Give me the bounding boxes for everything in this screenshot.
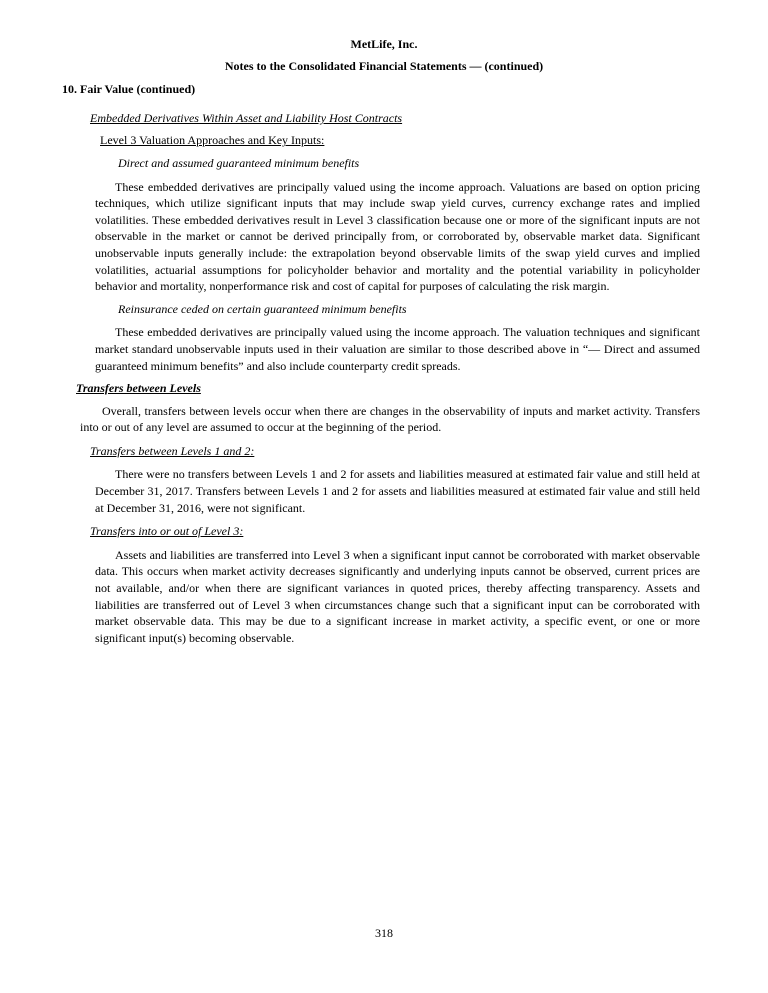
page-number: 318: [375, 926, 393, 940]
paragraph-transfers-levels-1-2: There were no transfers between Levels 1 and 2 for assets and liabilities measured at estimated fair value and still held at December 31, 2017. Transfers between Levels 1 and 2 for assets and liabilities measured at estimated fair value and still held at December 31, 2016, were not significant.: [95, 467, 700, 515]
paragraph-transfers-overview: Overall, transfers between levels occur when there are changes in the observability of inputs and market activity. Transfers into or out of any level are assumed to occur at the beginning of the period.: [80, 403, 700, 435]
heading-transfers-level-3: Transfers into or out of Level 3:: [90, 524, 244, 539]
document-subtitle: Notes to the Consolidated Financial Statements — (continued): [224, 58, 544, 73]
heading-transfers-between-levels: Transfers between Levels: [76, 381, 201, 396]
paragraph-transfers-level-3: Assets and liabilities are transferred into Level 3 when a significant input cannot be corroborated with market observable data. This occurs when market activity decreases significantly and underlying inputs cannot be observed, current prices are not available, and/or when there are significant variances in quoted prices, thereby affecting transparency. Assets and liabilities are transferred out of Level 3 when circumstances change such that a significant input can be corroborated with market observable data. This may be due to a significant increase in market activity, a specific event, or one or more significant input(s) becoming observable.: [95, 547, 700, 645]
heading-transfers-levels-1-2: Transfers between Levels 1 and 2:: [90, 443, 255, 458]
paragraph-reinsurance-ceded: These embedded derivatives are principally valued using the income approach. The valuation techniques and significant market standard unobservable inputs used in their valuation are similar to those described above in “— Direct and assumed guaranteed minimum benefits” and also include counterparty credit spreads.: [95, 325, 700, 373]
heading-level3-valuation: Level 3 Valuation Approaches and Key Inputs:: [100, 133, 325, 148]
heading-reinsurance-ceded: Reinsurance ceded on certain guaranteed minimum benefits: [118, 301, 407, 316]
heading-embedded-derivatives: Embedded Derivatives Within Asset and Liability Host Contracts: [90, 110, 403, 125]
section-heading-fair-value: 10. Fair Value (continued): [62, 82, 196, 97]
company-title: MetLife, Inc.: [350, 37, 418, 51]
heading-direct-assumed: Direct and assumed guaranteed minimum benefits: [118, 155, 360, 170]
paragraph-direct-assumed: These embedded derivatives are principally valued using the income approach. Valuations are based on option pricing techniques, which utilize significant inputs that may include swap yield curves, currency exchange rates and implied volatilities. These embedded derivatives result in Level 3 classification because one or more of the significant inputs are not observable in the market or cannot be derived principally from, or corroborated by, observable market data. Significant unobservable inputs generally include: the extrapolation beyond observable limits of the swap yield curves and implied volatilities, actuarial assumptions for policyholder behavior and mortality and the potential variability in policyholder behavior and mortality, nonperformance risk and cost of capital for purposes of calculating the risk margin.: [95, 179, 700, 294]
